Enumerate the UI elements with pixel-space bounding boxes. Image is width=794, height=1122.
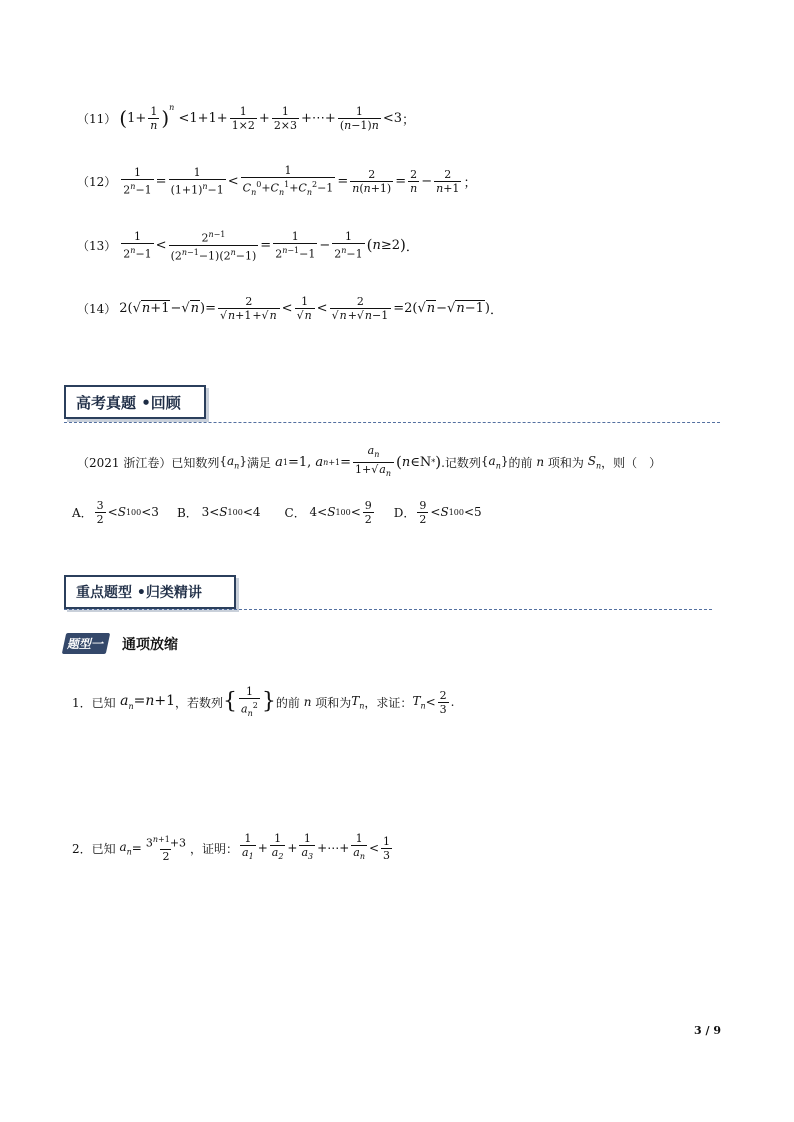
section-title: 高考真题 •回顾 (64, 385, 206, 419)
exam-text: 项和为 (547, 455, 584, 470)
formula-label: （13） (77, 238, 117, 253)
option-label: C． (284, 505, 306, 520)
exam-text: ，则（ ） (601, 455, 662, 470)
math-inline: $T_n$ < $\frac{2}{3}$ (412, 688, 447, 716)
exam-text: .记数列 (441, 455, 481, 470)
math-inline: $a_n$ = $\frac{3^{n+1}+3}{2}$ (119, 834, 187, 864)
type-title: 通项放缩 (122, 636, 179, 653)
math-expression: $\frac{1}{2^n-1}$ < $\frac{2^{n-1}}{(2^{n-1}-1)(2^n-1)}$ = $\frac{1}{2^{n-1}-1}$ − $\frac{1}{2^n-1}$ ( n ≥2 ) (123, 229, 406, 263)
math-inline: $a_n=n+1$ (120, 693, 176, 711)
problem-text: ，若数列 (175, 695, 224, 710)
formula-13 (77, 227, 419, 263)
math-inline: a 1 =1, a n+1 = $\frac{a_n}{1+√a_n}$ ( n ∈N * ) (275, 444, 442, 478)
math-expression: $\frac{1}{2^n-1}$ = $\frac{1}{(1+1)^n-1}$ < $\frac{1}{C_n^0+C_n^1+C_n^2-1}$ = $\frac{2}{n(n+1)}$ = $\frac{2}{n}$ − $\frac{2}{n+1}$ (123, 163, 460, 197)
math-inline: $T_n$ (351, 693, 365, 711)
problem-text: 已知 (91, 695, 116, 710)
math-inline: n (532, 455, 548, 469)
option-label: B． (176, 505, 198, 520)
math-expression: 2(√ n+1 −√ n )= $\frac{2}{√n+1+√n}$ < $\frac{1}{√n}$ < $\frac{2}{√n+√n-1}$ =2(√ n −√ n−1 ) (119, 294, 490, 322)
question-type-heading (64, 633, 178, 654)
formula-tail: ； (463, 175, 477, 191)
math-inline: $\frac{1}{a_1}$ + $\frac{1}{a_2}$ + $\frac{1}{a_3}$ +⋯+ $\frac{1}{a_n}$ < $\frac{1}{3}$ (242, 832, 391, 862)
formula-label: （14） (77, 301, 117, 316)
exam-source: （2021 浙江卷）已知数列 (77, 455, 220, 470)
problem-2 (72, 828, 394, 868)
option-c[interactable]: C． 4< S 100 < $\frac{9}{2}$ (284, 498, 372, 526)
problem-text: 的前 (275, 695, 300, 710)
problem-text: . (450, 695, 455, 709)
formula-11 (77, 100, 415, 136)
option-b[interactable]: B． 3< S 100 <4 (176, 505, 261, 520)
exam-options (72, 494, 482, 530)
math-inline: $\{a_n\}$ (219, 453, 247, 471)
divider (64, 609, 712, 610)
math-inline: { $\frac{1}{a_n^2}$ } (223, 684, 276, 718)
problem-text: 项和为 (315, 695, 352, 710)
option-label: A． (72, 505, 93, 520)
problem-text: ，证明： (190, 841, 239, 856)
math-inline: n (299, 695, 316, 709)
page-number: 3 / 9 (694, 1024, 721, 1037)
math-inline: $\{a_n\}$ (480, 453, 509, 471)
problem-number: 2． (72, 841, 92, 856)
exam-text: 满足 (246, 455, 271, 470)
problem-number: 1． (72, 695, 92, 710)
problem-text: ，求证： (364, 695, 413, 710)
formula-tail: ； (402, 112, 416, 128)
exam-question (77, 444, 661, 480)
option-label: D． (393, 505, 416, 520)
math-inline: $S_n$ (583, 453, 602, 471)
formula-label: （11） (77, 111, 117, 126)
formula-tail: ． (489, 302, 503, 318)
problem-text: 已知 (91, 841, 116, 856)
formula-14 (77, 290, 503, 326)
type-tag: 题型一 (62, 633, 110, 654)
divider (64, 422, 720, 423)
option-a[interactable]: A． $\frac{3}{2}$ < S 100 <3 (72, 498, 159, 526)
problem-1 (72, 680, 455, 724)
section-title: 重点题型 •归类精讲 (64, 575, 236, 609)
formula-12 (77, 163, 476, 199)
option-d[interactable]: D． $\frac{9}{2}$ < S 100 <5 (393, 498, 482, 526)
formula-tail: ． (405, 239, 419, 255)
exam-text: 的前 (508, 455, 533, 470)
formula-label: （12） (77, 174, 117, 189)
math-expression: ( 1+ $\frac{1}{n}$ ) $^n$ <1+1+ $\frac{1}{1\times 2}$ + $\frac{1}{2\times 3}$ +⋯+ $\frac{1}{(n-1)n}$ <3 (119, 102, 402, 132)
